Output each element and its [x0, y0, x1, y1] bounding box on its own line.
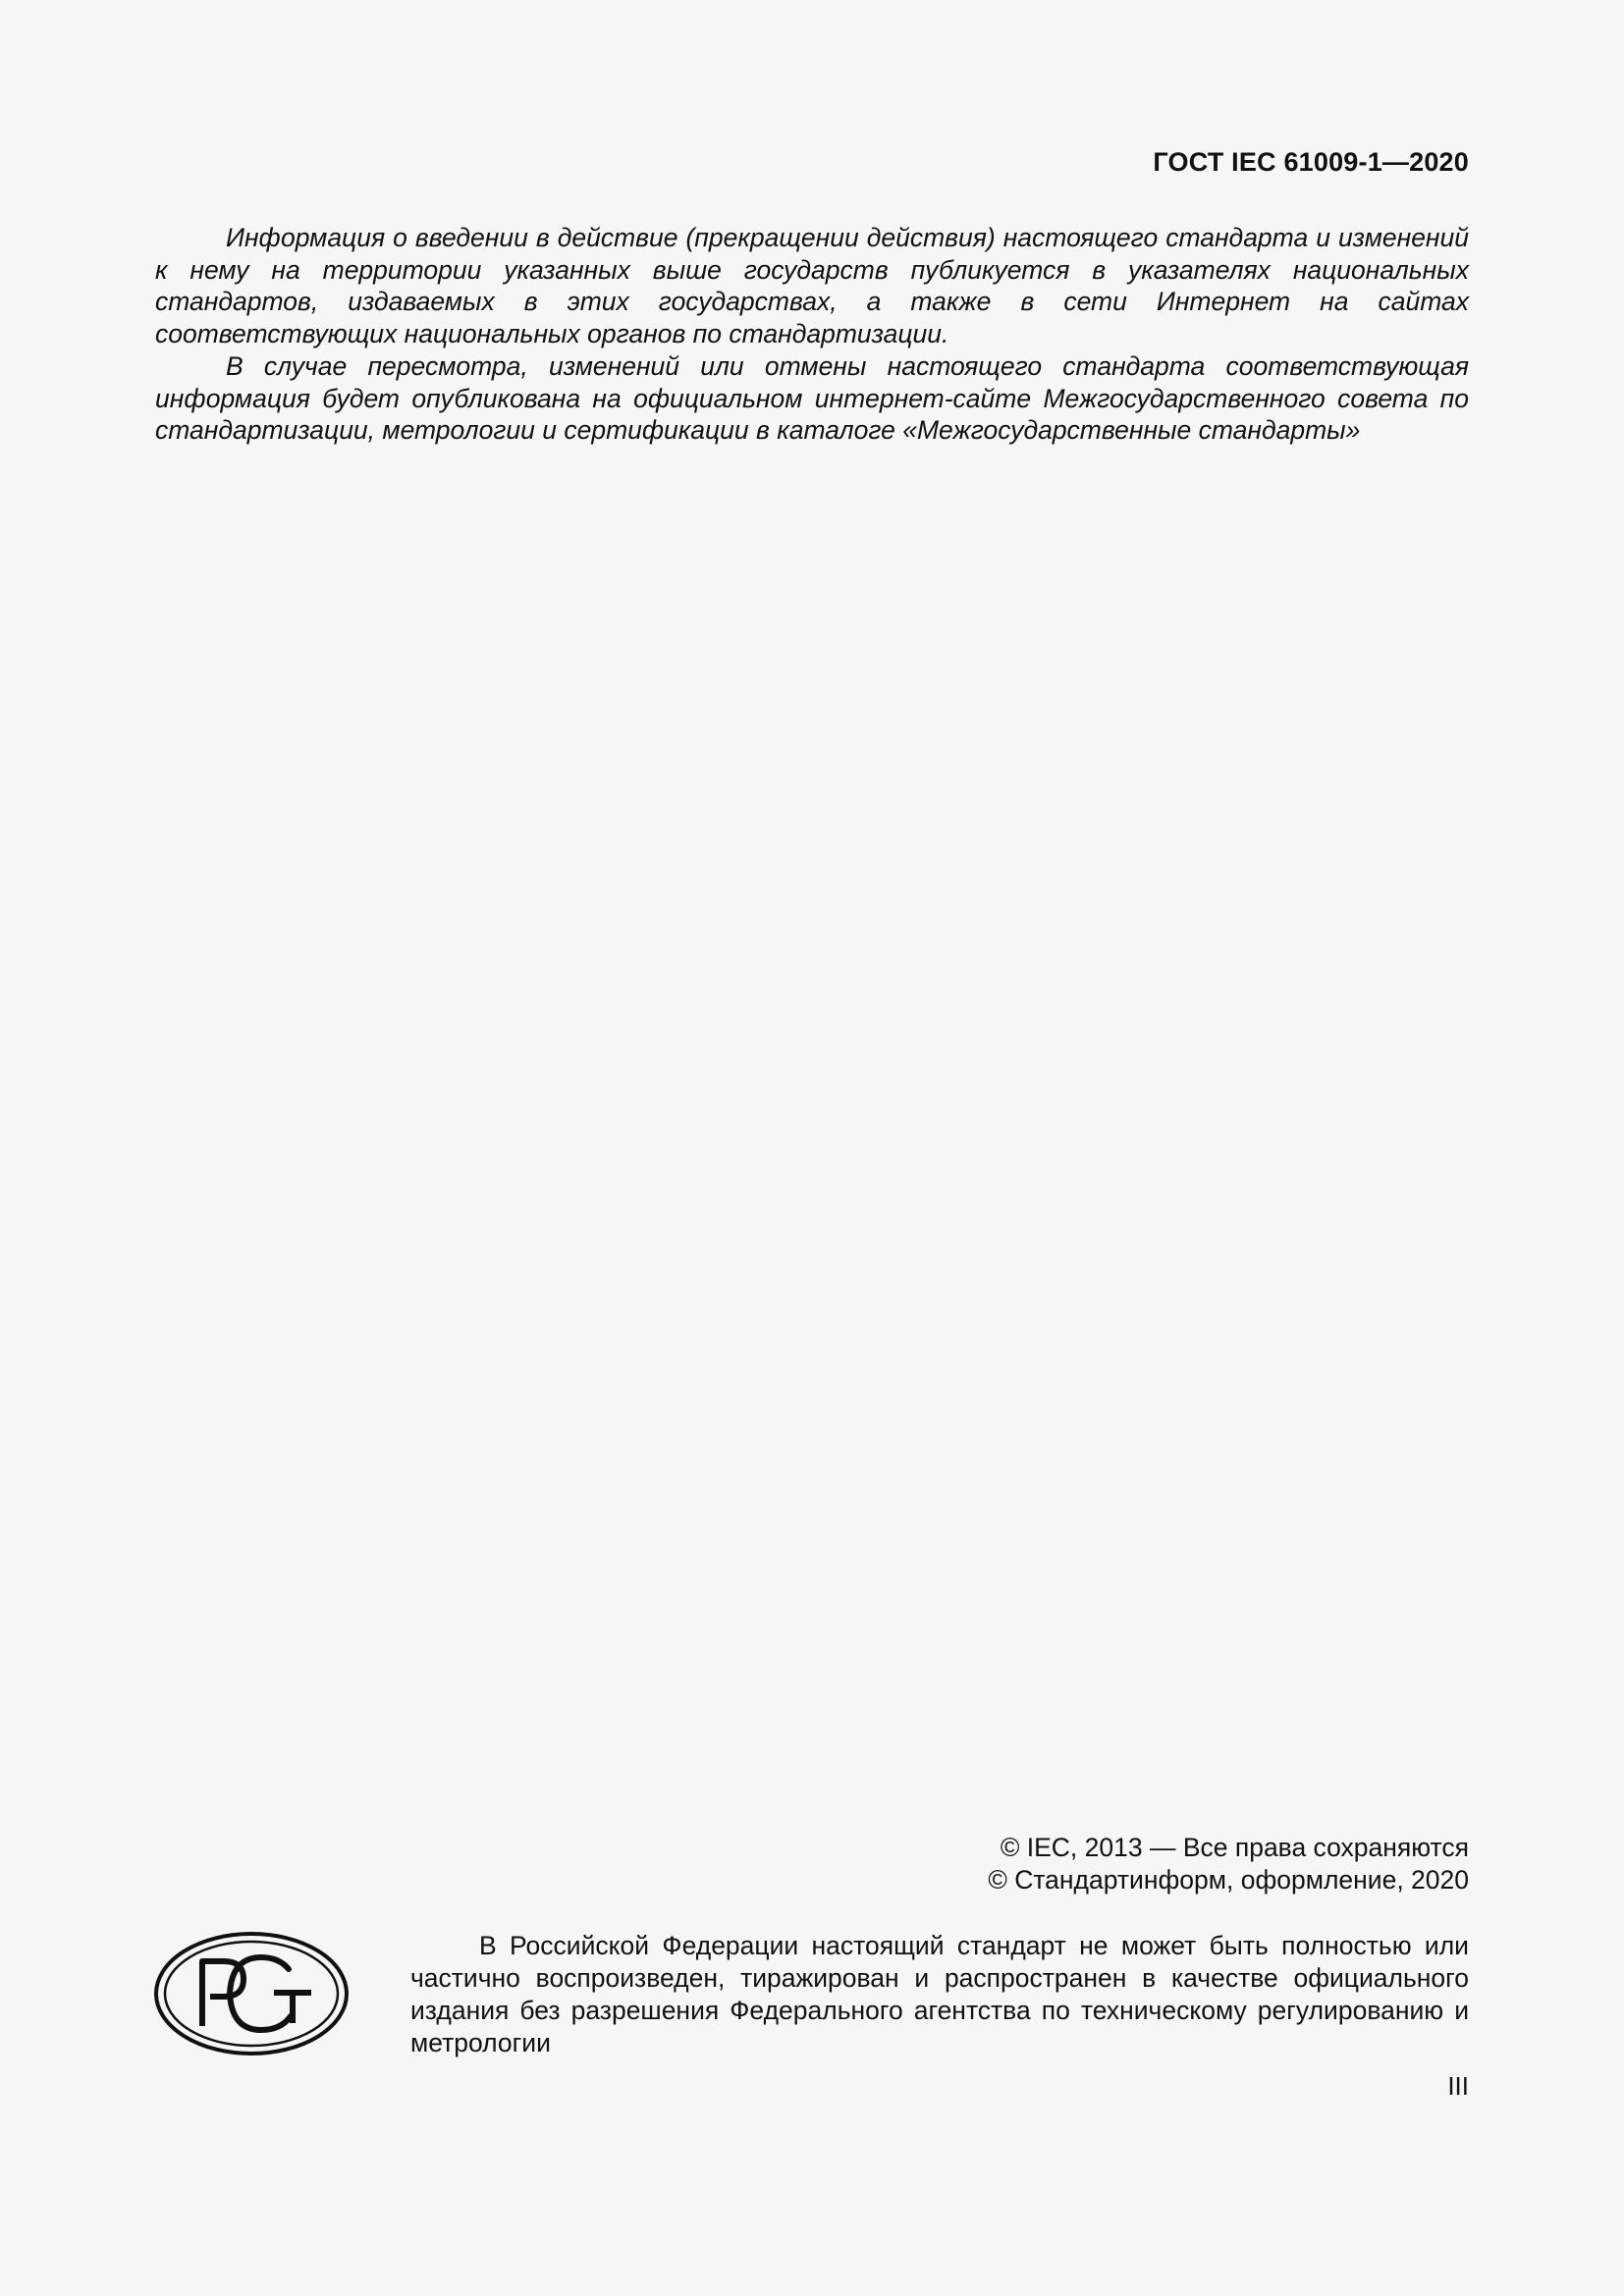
- copyright-block: [988, 1832, 1469, 1896]
- page-number: III: [1447, 2071, 1469, 2101]
- reproduction-notice: [410, 1930, 1469, 2059]
- intro-paragraph-revision: В случае пересмотра, изменений или отмены настоящего стандарта соответствующая информация будет опубликована на официальном интернет-сайте Межгосударственного совета по стандартизации, метрологии и сертификации в каталоге «Межгосударственные стандарты»: [155, 350, 1469, 446]
- copyright-iec: © IEC, 2013 — Все права сохраняются: [1000, 1833, 1469, 1862]
- intro-paragraph-enactment: Информация о введении в действие (прекращении действия) настоящего стандарта и изменений к нему на территории указанных выше государств публикуется в указателях национальных стандартов, издаваемых в этих государствах, а также в сети Интернет на сайтах соответствующих национальных органов по стандартизации.: [155, 223, 1469, 349]
- standard-code-header: ГОСТ IEC 61009-1—2020: [1153, 147, 1469, 177]
- rst-logo-icon: [153, 1930, 350, 2057]
- reproduction-notice-text: В Российской Федерации настоящий стандарт не может быть полностью или частично воспроизведен, тиражирован и распространен в качестве официального издания без разрешения Федерального агентства по техническому регулированию и метрологии: [410, 1931, 1469, 2057]
- copyright-standartinform: © Стандартинформ, оформление, 2020: [988, 1865, 1469, 1895]
- intro-section: [155, 222, 1469, 447]
